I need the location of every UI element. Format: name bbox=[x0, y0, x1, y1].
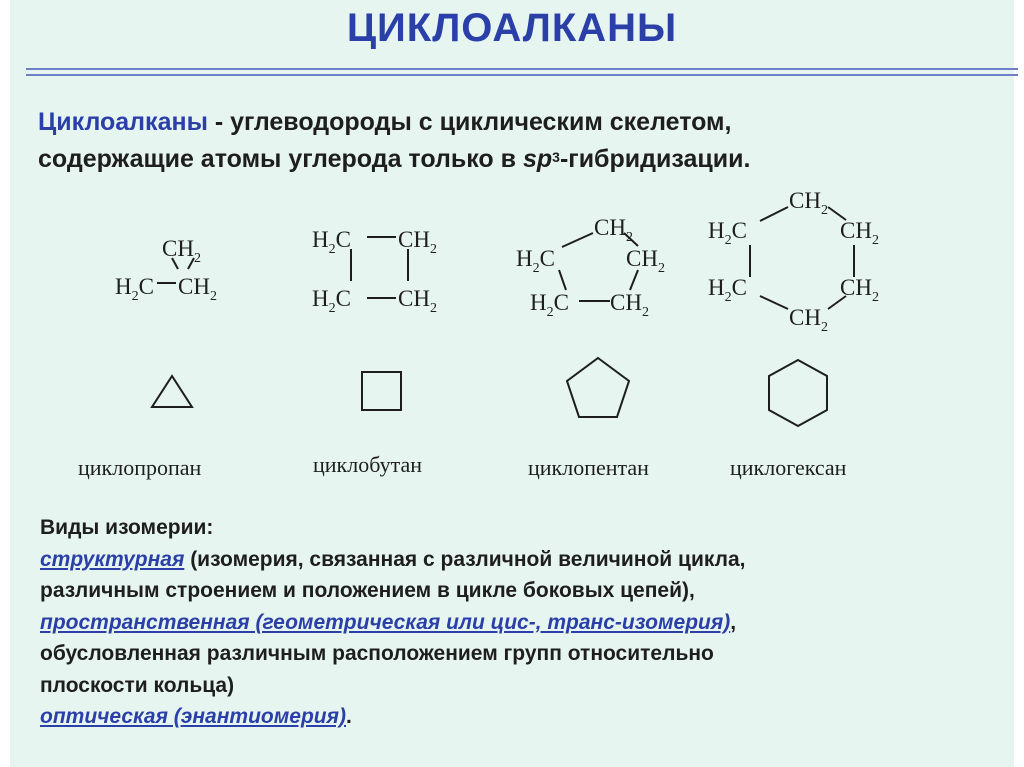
isomerism-optical-line bbox=[40, 701, 1000, 733]
svg-text:H2C: $H_2C$ bbox=[530, 290, 569, 320]
structural-text: (изомерия, связанная с различной величиной цикла, bbox=[184, 547, 746, 571]
isomerism-structural-line bbox=[40, 544, 1000, 576]
svg-text:CH2: $CH_2$ bbox=[398, 227, 437, 257]
cyclobutane-formula bbox=[312, 227, 437, 316]
caption-cyclopropane: циклопропан bbox=[78, 455, 202, 480]
isomerism-heading: Виды изомерии: bbox=[40, 516, 214, 539]
optical-end: . bbox=[345, 705, 352, 728]
svg-text:H2C: $H_2C$ bbox=[516, 246, 555, 276]
svg-text:CH2: $CH_2$ bbox=[789, 305, 828, 335]
caption-cyclobutane: циклобутан bbox=[313, 452, 422, 477]
svg-text:CH2: $CH_2$ bbox=[840, 218, 879, 248]
svg-text:H2C: $H_2C$ bbox=[115, 274, 154, 304]
structural-text-2: различным строением и положением в цикле боковых цепей), bbox=[40, 579, 695, 602]
caption-cyclopentane: циклопентан bbox=[528, 455, 649, 480]
cyclopentane-formula bbox=[516, 215, 665, 320]
svg-text:CH2: $CH_2$ bbox=[840, 275, 879, 305]
definition-text-2: содержащие атомы углерода только в bbox=[38, 145, 523, 173]
svg-text:H2C: $H_2C$ bbox=[312, 286, 351, 316]
svg-text:CH2: $CH_2$ bbox=[610, 290, 649, 320]
svg-text:CH2: $CH_2$ bbox=[398, 286, 437, 316]
structural-link[interactable]: структурная bbox=[40, 547, 185, 571]
svg-text:H2C: $H_2C$ bbox=[312, 227, 351, 257]
definition-text-3: -гибридизации. bbox=[559, 145, 751, 173]
hexagon-icon bbox=[769, 360, 827, 426]
spatial-text: обусловленная различным расположением групп относительно bbox=[40, 642, 714, 665]
caption-cyclohexane: циклогексан bbox=[730, 455, 847, 480]
triangle-icon bbox=[152, 376, 192, 407]
svg-text:CH2: $CH_2$ bbox=[162, 236, 201, 266]
svg-text:CH2: $CH_2$ bbox=[178, 274, 217, 304]
definition-sup: 3 bbox=[552, 149, 560, 165]
optical-link[interactable]: оптическая (энантиомерия) bbox=[40, 705, 346, 728]
spatial-text-2: плоскости кольца) bbox=[40, 673, 235, 697]
svg-text:CH2: $CH_2$ bbox=[594, 215, 633, 245]
svg-text:H2C: $H_2C$ bbox=[708, 275, 747, 305]
slide bbox=[10, 0, 1014, 767]
svg-text:CH2: $CH_2$ bbox=[626, 246, 665, 276]
spatial-comma: , bbox=[730, 610, 737, 634]
definition-term: Циклоалканы bbox=[38, 108, 208, 136]
isomerism-spatial-line bbox=[40, 607, 1000, 639]
definition-text-1: - углеводороды с циклическим скелетом, bbox=[207, 108, 732, 136]
definition-sp: sp bbox=[522, 145, 553, 173]
svg-text:CH2: $CH_2$ bbox=[789, 188, 828, 218]
cyclopropane-formula bbox=[115, 236, 217, 304]
pentagon-icon bbox=[567, 358, 629, 417]
isomerism-section bbox=[40, 512, 1000, 733]
svg-text:H2C: $H_2C$ bbox=[708, 218, 747, 248]
spatial-link[interactable]: пространственная (геометрическая или цис-, транс-изомерия) bbox=[40, 610, 731, 634]
slide-title: ЦИКЛОАЛКАНЫ bbox=[346, 6, 678, 50]
square-icon bbox=[362, 372, 401, 410]
